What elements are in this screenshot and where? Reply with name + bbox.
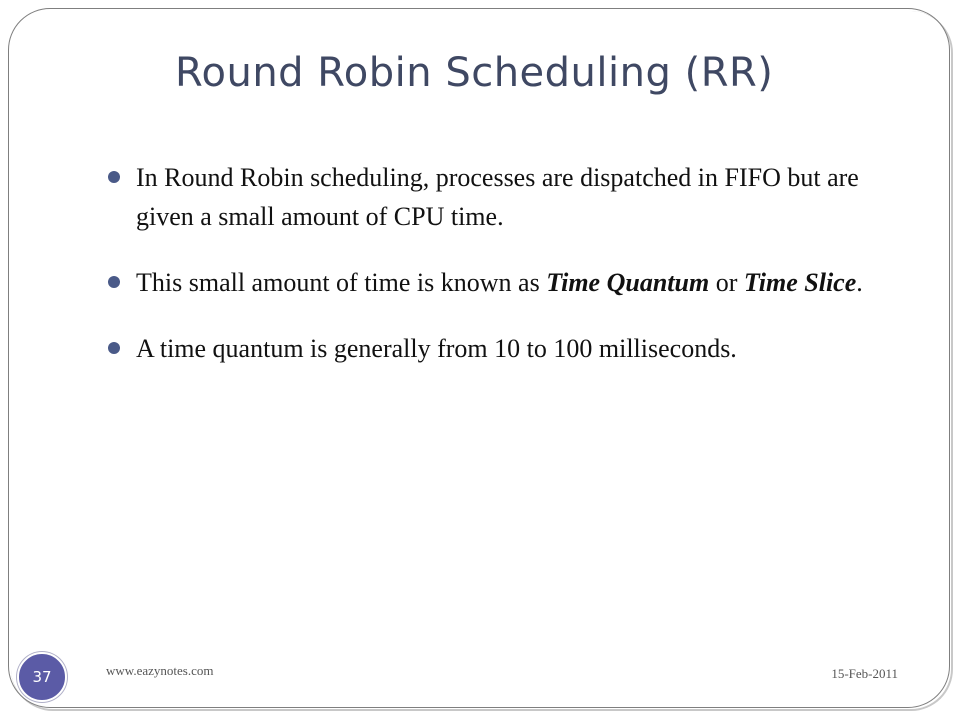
bullet-marker-icon	[108, 276, 120, 288]
bullet-text: A time quantum is generally from 10 to 100 milliseconds.	[136, 334, 737, 363]
bullet-list	[108, 158, 888, 395]
bullet-item	[108, 329, 888, 368]
page-number-badge: 37	[17, 652, 67, 702]
footer-date: 15-Feb-2011	[831, 666, 898, 681]
footer-website: www.eazynotes.com	[106, 663, 214, 678]
slide-title: Round Robin Scheduling (RR)	[175, 50, 774, 96]
bullet-item	[108, 263, 888, 302]
bullet-text-before: This small amount of time is known as	[136, 268, 547, 297]
bullet-text: In Round Robin scheduling, processes are dispatched in FIFO but are given a small amount of CPU time.	[136, 163, 859, 231]
bullet-marker-icon	[108, 171, 120, 183]
term-time-quantum: Time Quantum	[546, 268, 710, 297]
bullet-text-middle: or	[709, 268, 744, 297]
bullet-text-after: .	[856, 268, 863, 297]
bullet-marker-icon	[108, 342, 120, 354]
bullet-item	[108, 158, 888, 236]
term-time-slice: Time Slice	[743, 268, 857, 297]
